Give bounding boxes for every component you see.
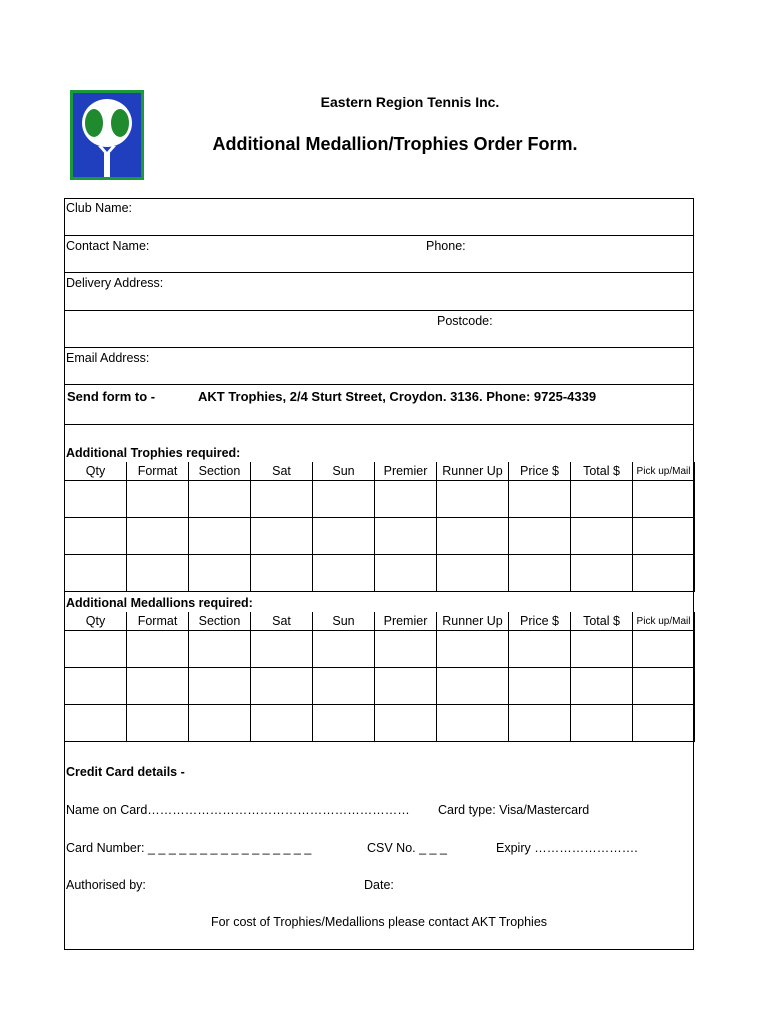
table-cell[interactable] — [65, 518, 127, 555]
table-cell[interactable] — [251, 631, 313, 668]
table-row — [65, 705, 695, 742]
table-cell[interactable] — [633, 518, 695, 555]
table-cell[interactable] — [571, 705, 633, 742]
column-header: Sun — [313, 462, 375, 481]
table-cell[interactable] — [127, 555, 189, 592]
contact-name-field[interactable]: Contact Name: — [66, 239, 150, 253]
csv-field[interactable]: CSV No. _ _ _ — [367, 841, 447, 855]
table-cell[interactable] — [509, 481, 571, 518]
table-cell[interactable] — [127, 668, 189, 705]
divider — [64, 310, 694, 311]
postcode-field[interactable]: Postcode: — [437, 314, 493, 328]
column-header: Sat — [251, 612, 313, 631]
organization-name: Eastern Region Tennis Inc. — [320, 94, 500, 110]
trophies-heading: Additional Trophies required: — [66, 446, 241, 460]
table-cell[interactable] — [127, 518, 189, 555]
table-cell[interactable] — [65, 705, 127, 742]
email-address-field[interactable]: Email Address: — [66, 351, 150, 365]
table-cell[interactable] — [189, 481, 251, 518]
table-cell[interactable] — [437, 705, 509, 742]
column-header: Price $ — [509, 612, 571, 631]
table-cell[interactable] — [251, 518, 313, 555]
table-cell[interactable] — [65, 481, 127, 518]
trophies-table — [64, 462, 695, 592]
column-header: Sun — [313, 612, 375, 631]
table-cell[interactable] — [375, 481, 437, 518]
table-cell[interactable] — [375, 555, 437, 592]
column-header: Qty — [65, 612, 127, 631]
table-cell[interactable] — [189, 631, 251, 668]
table-cell[interactable] — [509, 518, 571, 555]
column-header: Sat — [251, 462, 313, 481]
table-cell[interactable] — [633, 631, 695, 668]
table-cell[interactable] — [251, 668, 313, 705]
table-cell[interactable] — [313, 518, 375, 555]
table-cell[interactable] — [633, 555, 695, 592]
delivery-address-field[interactable]: Delivery Address: — [66, 276, 164, 290]
form-title: Additional Medallion/Trophies Order Form. — [212, 134, 578, 154]
column-header: Price $ — [509, 462, 571, 481]
table-cell[interactable] — [633, 705, 695, 742]
table-cell[interactable] — [127, 481, 189, 518]
table-cell[interactable] — [251, 481, 313, 518]
table-cell[interactable] — [189, 668, 251, 705]
table-cell[interactable] — [313, 668, 375, 705]
table-cell[interactable] — [571, 668, 633, 705]
table-cell[interactable] — [509, 705, 571, 742]
column-header: Format — [127, 612, 189, 631]
card-type-field[interactable]: Card type: Visa/Mastercard — [438, 803, 590, 817]
table-cell[interactable] — [571, 631, 633, 668]
column-header: Pick up/Mail — [633, 462, 695, 481]
trophies-header-row — [65, 462, 695, 481]
table-cell[interactable] — [437, 518, 509, 555]
medallions-heading: Additional Medallions required: — [66, 596, 253, 610]
table-cell[interactable] — [313, 705, 375, 742]
table-cell[interactable] — [189, 518, 251, 555]
column-header: Premier — [375, 462, 437, 481]
table-row — [65, 668, 695, 705]
table-row — [65, 518, 695, 555]
medallions-header-row — [65, 612, 695, 631]
table-cell[interactable] — [65, 668, 127, 705]
table-cell[interactable] — [571, 481, 633, 518]
table-cell[interactable] — [375, 668, 437, 705]
table-cell[interactable] — [437, 631, 509, 668]
table-cell[interactable] — [633, 668, 695, 705]
table-cell[interactable] — [509, 555, 571, 592]
divider — [64, 235, 694, 236]
table-cell[interactable] — [65, 631, 127, 668]
table-cell[interactable] — [127, 631, 189, 668]
date-field[interactable]: Date: — [364, 878, 394, 892]
divider — [64, 384, 694, 385]
column-header: Premier — [375, 612, 437, 631]
table-cell[interactable] — [509, 631, 571, 668]
column-header: Total $ — [571, 462, 633, 481]
expiry-field[interactable]: Expiry ……………………. — [496, 841, 638, 855]
column-header: Section — [189, 612, 251, 631]
table-cell[interactable] — [189, 555, 251, 592]
table-cell[interactable] — [313, 481, 375, 518]
column-header: Pick up/Mail — [633, 612, 695, 631]
table-cell[interactable] — [251, 705, 313, 742]
send-form-address: AKT Trophies, 2/4 Sturt Street, Croydon. 3136. Phone: 9725-4339 — [198, 389, 597, 404]
table-cell[interactable] — [633, 481, 695, 518]
table-cell[interactable] — [375, 705, 437, 742]
table-row — [65, 481, 695, 518]
divider — [64, 272, 694, 273]
table-row — [65, 555, 695, 592]
send-form-label: Send form to - — [67, 389, 156, 404]
column-header: Section — [189, 462, 251, 481]
phone-field[interactable]: Phone: — [426, 239, 466, 253]
table-cell[interactable] — [437, 555, 509, 592]
divider — [64, 424, 694, 425]
table-cell[interactable] — [437, 481, 509, 518]
credit-card-heading: Credit Card details - — [66, 765, 185, 779]
footer-note: For cost of Trophies/Medallions please contact AKT Trophies — [210, 915, 548, 929]
table-cell[interactable] — [189, 705, 251, 742]
column-header: Format — [127, 462, 189, 481]
table-cell[interactable] — [571, 518, 633, 555]
table-cell[interactable] — [509, 668, 571, 705]
table-cell[interactable] — [251, 555, 313, 592]
column-header: Runner Up — [437, 462, 509, 481]
table-cell[interactable] — [313, 555, 375, 592]
column-header: Runner Up — [437, 612, 509, 631]
column-header: Total $ — [571, 612, 633, 631]
table-row — [65, 631, 695, 668]
medallions-table — [64, 612, 695, 742]
divider — [64, 347, 694, 348]
authorised-by-field[interactable]: Authorised by: — [66, 878, 146, 892]
table-cell[interactable] — [127, 705, 189, 742]
table-cell[interactable] — [437, 668, 509, 705]
column-header: Qty — [65, 462, 127, 481]
table-cell[interactable] — [375, 631, 437, 668]
table-cell[interactable] — [571, 555, 633, 592]
club-name-field[interactable]: Club Name: — [66, 201, 132, 215]
name-on-card-field[interactable]: Name on Card……………………………………………………… — [66, 803, 410, 817]
table-cell[interactable] — [375, 518, 437, 555]
table-cell[interactable] — [65, 555, 127, 592]
card-number-field[interactable]: Card Number: _ _ _ _ _ _ _ _ _ _ _ _ _ _ _ _ — [66, 841, 312, 855]
table-cell[interactable] — [313, 631, 375, 668]
